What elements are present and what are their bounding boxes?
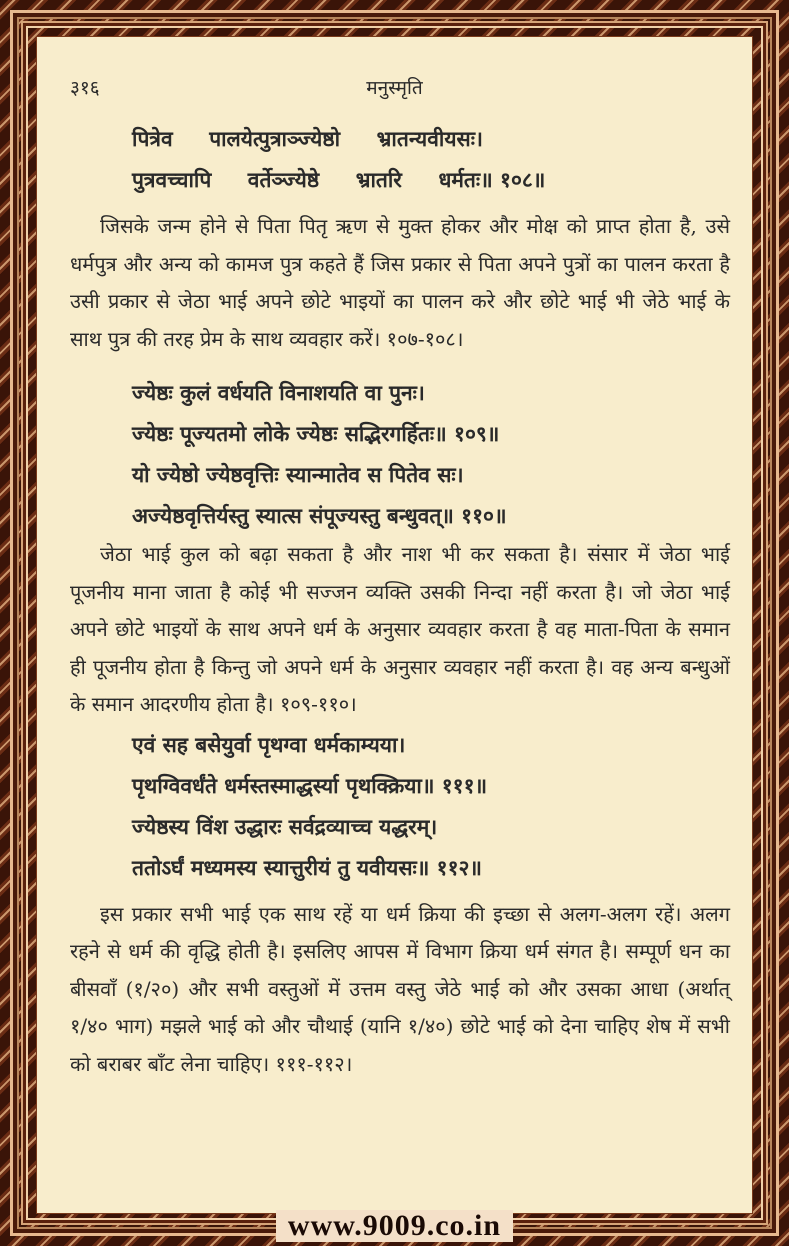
verse-line: पित्रेव पालयेत्पुत्राञ्ज्येष्ठो भ्रातन्यवीयसः।: [132, 126, 483, 151]
verse-line: ज्येष्ठः कुलं वर्धयति विनाशयति वा पुनः।: [132, 380, 425, 405]
verse-line: अज्येष्ठवृत्तिर्यस्तु स्यात्स संपूज्यस्तु बन्धुवत्॥ ११०॥: [132, 503, 507, 528]
footer: [0, 1206, 789, 1246]
verse-line: ज्येष्ठः पूज्यतमो लोके ज्येष्ठः सद्भिरगर्हितः॥ १०९॥: [132, 421, 500, 446]
page: [36, 36, 753, 1214]
page-content: [70, 118, 730, 1083]
running-title: मनुस्मृति: [366, 77, 423, 99]
verse-line: ततोऽर्घं मध्यमस्य स्यात्तुरीयं तु यवीयसः॥ ११२॥: [132, 854, 482, 880]
verse-line: पृथग्विवर्धंते धर्मस्तस्माद्धर्स्या पृथक्क्रिया॥ १११॥: [132, 772, 488, 798]
commentary-paragraph: इस प्रकार सभी भाई एक साथ रहें या धर्म क्रिया की इच्छा से अलग-अलग रहें। अलग रहने से धर्म की वृद्धि होती है। इसलिए आपस में विभाग क्रिया धर्म संगत है। सम्पूर्ण धन का बीसवाँ (१/२०) और सभी वस्तुओं में उत्तम वस्तु जेठे भाई को और उसका आधा (अर्थात् १/४० भाग) मझले भाई को और चौथाई (यानि १/४०) छोटे भाई को देना चाहिए शेष में सभी को बराबर बाँट लेना चाहिए। १११-११२।: [70, 901, 730, 1076]
verse-line: पुत्रवच्चापि वर्तेञ्ज्येष्ठे भ्रातरि धर्मतः॥ १०८॥: [132, 167, 546, 192]
page-number: ३१६: [70, 77, 100, 99]
website-url[interactable]: www.9009.co.in: [276, 1210, 513, 1242]
verse-line: एवं सह बसेयुर्वा पृथग्वा धर्मकाम्यया।: [132, 731, 406, 757]
page-header: [36, 74, 753, 104]
commentary-paragraph: जेठा भाई कुल को बढ़ा सकता है और नाश भी कर सकता है। संसार में जेठा भाई पूजनीय माना जाता है कोई भी सज्जन व्यक्ति उसकी निन्दा नहीं करता है। जो जेठा भाई अपने छोटे भाइयों के साथ अपने धर्म के अनुसार व्यवहार करता है वह माता-पिता के समान ही पूजनीय होता है किन्तु जो अपने धर्म के अनुसार व्यवहार नहीं करता है। वह अन्य बन्धुओं के समान आदरणीय होता है। १०९-११०।: [70, 542, 730, 716]
commentary-paragraph: जिसके जन्म होने से पिता पितृ ऋण से मुक्त होकर और मोक्ष को प्राप्त होता है, उसे धर्मपुत्र और अन्य को कामज पुत्र कहते हैं जिस प्रकार से पिता अपने पुत्रों का पालन करता है उसी प्रकार से जेठा भाई अपने छोटे भाइयों का पालन करे और छोटे भाई भी जेठे भाई के साथ पुत्र की तरह प्रेम के साथ व्यवहार करें। १०७-१०८।: [70, 214, 730, 351]
verse-line: यो ज्येष्ठो ज्येष्ठवृत्तिः स्यान्मातेव स पितेव सः।: [132, 462, 464, 487]
verse-line: ज्येष्ठस्य विंश उद्धारः सर्वद्रव्याच्च यद्धरम्।: [132, 813, 438, 839]
